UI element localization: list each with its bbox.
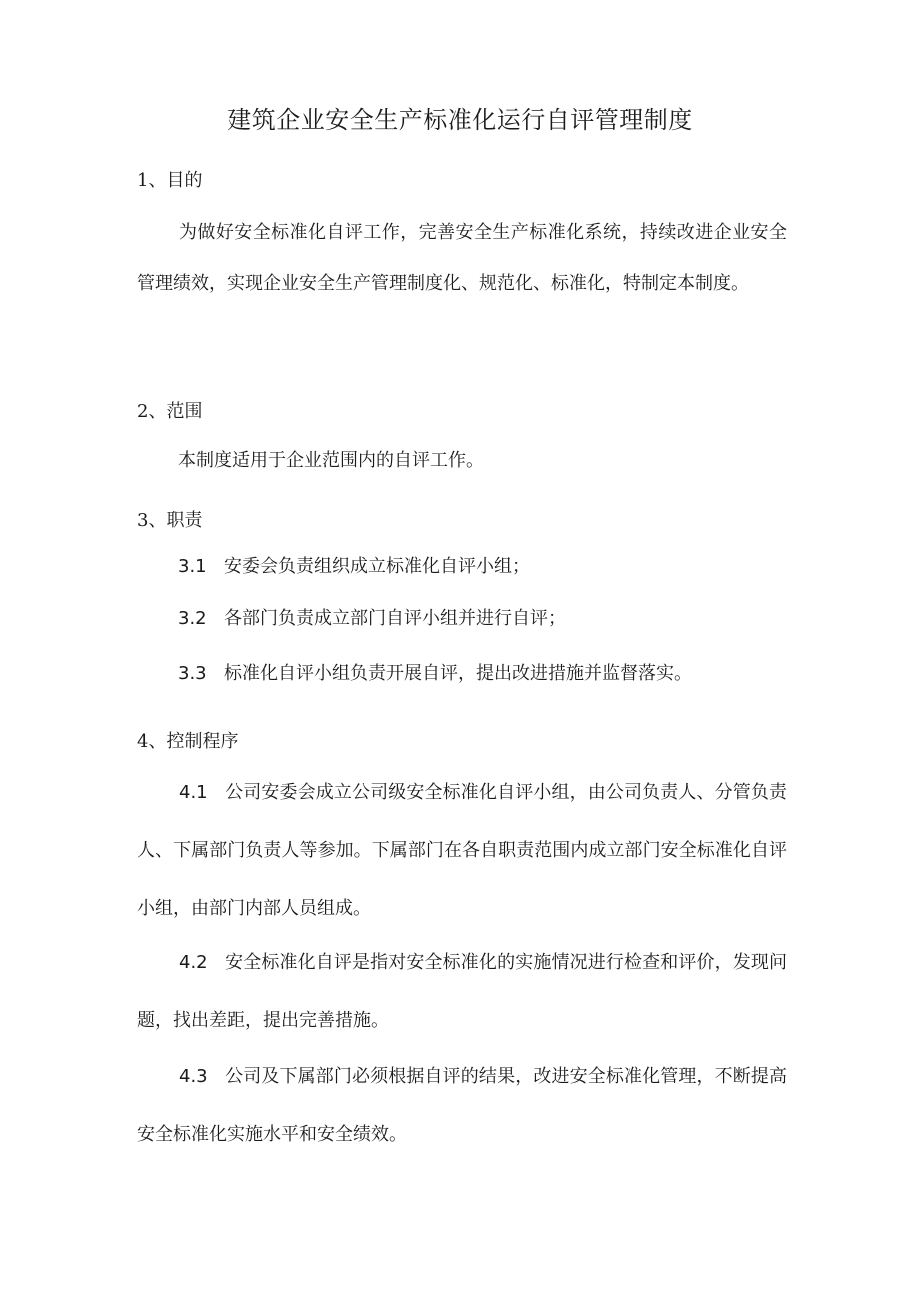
section-heading-purpose: 1、目的: [137, 170, 203, 191]
list-item: [137, 934, 787, 1050]
item-text: 安委会负责组织成立标准化自评小组；: [224, 556, 530, 577]
section-text-purpose: 为做好安全标准化自评工作，完善安全生产标准化系统，持续改进企业安全管理绩效，实现企业安全生产管理制度化、规范化、标准化，特制定本制度。: [137, 222, 787, 294]
item-number: 3.2: [178, 608, 207, 629]
item-text: 标准化自评小组负责开展自评，提出改进措施并监督落实。: [224, 663, 692, 684]
list-item: [178, 604, 566, 634]
item-number: 3.1: [178, 556, 207, 577]
item-number: 4.3: [179, 1066, 208, 1087]
section-heading-responsibilities: 3、职责: [137, 510, 203, 531]
list-item: [178, 552, 530, 582]
item-number: 4.2: [179, 952, 208, 973]
item-text: 安全标准化自评是指对安全标准化的实施情况进行检查和评价，发现问题，找出差距，提出完善措施。: [137, 952, 787, 1031]
document-title: 建筑企业安全生产标准化运行自评管理制度: [227, 106, 693, 134]
item-number: 4.1: [179, 782, 208, 803]
item-text: 公司安委会成立公司级安全标准化自评小组，由公司负责人、分管负责人、下属部门负责人等参加。下属部门在各自职责范围内成立部门安全标准化自评小组，由部门内部人员组成。: [137, 782, 787, 919]
section-heading-scope: 2、范围: [137, 401, 203, 422]
section-heading-control-procedure: 4、控制程序: [137, 731, 239, 752]
list-item: [178, 659, 692, 689]
list-item: [137, 1048, 787, 1164]
item-text: 公司及下属部门必须根据自评的结果，改进安全标准化管理，不断提高安全标准化实施水平和安全绩效。: [137, 1066, 787, 1145]
item-text: 各部门负责成立部门自评小组并进行自评；: [224, 608, 566, 629]
item-number: 3.3: [178, 663, 207, 684]
section-text-scope: 本制度适用于企业范围内的自评工作。: [178, 450, 484, 471]
list-item: [137, 764, 787, 938]
